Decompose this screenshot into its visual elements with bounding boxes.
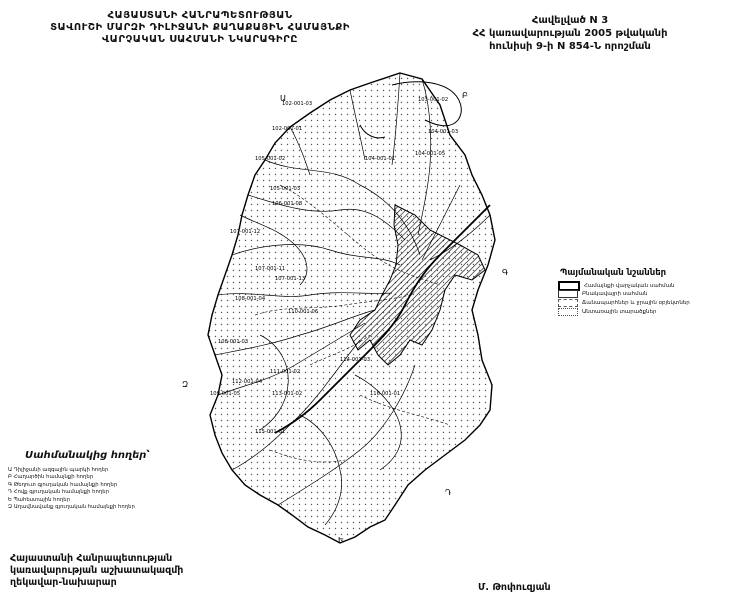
boundary-item: Ե Պահեստային հողեր bbox=[8, 496, 70, 503]
signatory-line-1: Հայաստանի Հանրապետության bbox=[10, 553, 173, 564]
legend-title: Պայմանական նշաններ bbox=[560, 268, 667, 278]
parcel-label: 112-001-04 bbox=[232, 379, 263, 385]
parcel-label: 106-001-08 bbox=[272, 201, 303, 207]
title-line-2: ՏԱՎՈՒՇԻ ՄԱՐԶԻ ԴԻԼԻՋԱՆԻ ՔԱՂԱՔԱՅԻՆ ՀԱՄԱՅՆՔԻ bbox=[50, 22, 350, 33]
letter-b: Բ bbox=[462, 91, 468, 100]
parcel-label: 102-001-01 bbox=[272, 126, 303, 132]
legend-swatch bbox=[558, 308, 578, 316]
letter-c: Գ bbox=[502, 268, 509, 277]
parcel-label: 113-001-02 bbox=[272, 391, 303, 397]
signatory-line-3: ղեկավար-նախարար bbox=[10, 577, 117, 588]
signatory-line-2: կառավարության աշխատակազմի bbox=[10, 565, 184, 576]
parcel-label: 116-001-01 bbox=[370, 391, 401, 397]
parcel-label: 103-001-02 bbox=[418, 97, 449, 103]
letter-e: Ե bbox=[338, 536, 344, 545]
legend-item bbox=[558, 290, 647, 298]
legend-label: Ճանապարհներ և ջրային օբյեկտներ bbox=[582, 300, 690, 306]
document-title bbox=[40, 10, 360, 46]
parcel-label: 110-001-06 bbox=[288, 309, 319, 315]
legend-label: Անտառային տարածքներ bbox=[582, 309, 657, 315]
parcel-label: 107-001-12 bbox=[230, 229, 261, 235]
municipal-boundary bbox=[208, 73, 495, 543]
parcel-label: 104-001-03 bbox=[428, 129, 459, 135]
map-svg bbox=[160, 65, 530, 555]
parcel-label: 111-001-02 bbox=[270, 369, 301, 375]
legend-swatch bbox=[558, 290, 578, 298]
parcel-label: 114-001-03 bbox=[340, 357, 371, 363]
parcel-label: 108-001-04 bbox=[235, 296, 266, 302]
title-line-1: ՀԱՅԱՍՏԱՆԻ ՀԱՆՐԱՊԵՏՈՒԹՅԱՆ bbox=[107, 10, 293, 21]
letter-z: Զ bbox=[182, 380, 189, 389]
legend-label: Համայնքի վարչական սահման bbox=[584, 283, 675, 289]
parcel-label: 107-001-13 bbox=[275, 276, 306, 282]
annex-line-3: հունիսի 9-ի N 854-Ն որոշման bbox=[489, 41, 651, 52]
boundary-item: Դ Հովք գյուղական համայնքի հողեր bbox=[8, 489, 109, 496]
parcel-label: 107-001-11 bbox=[255, 266, 286, 272]
boundary-item: Գ Թեղուտ գյուղական համայնքի հողեր bbox=[8, 481, 118, 488]
parcel-label: 109-001-05 bbox=[210, 391, 241, 397]
parcel-label: 115-001-01 bbox=[255, 429, 286, 435]
boundaries-title: Սահմանակից հողեր՝ bbox=[25, 450, 150, 461]
parcel-label: 105-001-03 bbox=[270, 186, 301, 192]
letter-a: Ա bbox=[280, 94, 287, 103]
parcel-label: 104-001-01 bbox=[365, 156, 396, 162]
title-line-3: ՎԱՐՉԱԿԱՆ ՍԱՀՄԱՆԻ ՆԿԱՐԱԳԻՐԸ bbox=[102, 34, 298, 45]
boundary-item: Բ Հաղարծին համայնքի հողեր bbox=[8, 474, 94, 481]
boundary-item: Ա Դիլիջանի ազգային պարկի հողեր bbox=[8, 467, 109, 473]
legend-label: Բնակավայրի սահման bbox=[582, 291, 648, 297]
legend-item bbox=[558, 299, 690, 307]
parcel-label: 104-001-05 bbox=[415, 151, 446, 157]
annex-line-1: Հավելված N 3 bbox=[531, 15, 609, 26]
annex-line-2: ՀՀ կառավարության 2005 թվականի bbox=[472, 28, 668, 39]
boundaries-list bbox=[8, 467, 208, 511]
legend-item bbox=[558, 308, 657, 316]
signatory-name: Մ. Թոփուզյան bbox=[478, 582, 551, 593]
parcel-label: 102-001-03 bbox=[282, 101, 313, 107]
signatory-title bbox=[10, 553, 183, 589]
boundary-map bbox=[160, 65, 530, 555]
parcel-label: 105-001-02 bbox=[255, 156, 286, 162]
parcel-label: 108-001-03 bbox=[218, 339, 249, 345]
annex-heading bbox=[470, 14, 670, 53]
letter-d: Դ bbox=[445, 488, 452, 497]
boundary-item: Զ Աղավնավանք գյուղական համայնքի հողեր bbox=[8, 504, 135, 511]
legend-swatch bbox=[558, 299, 578, 307]
